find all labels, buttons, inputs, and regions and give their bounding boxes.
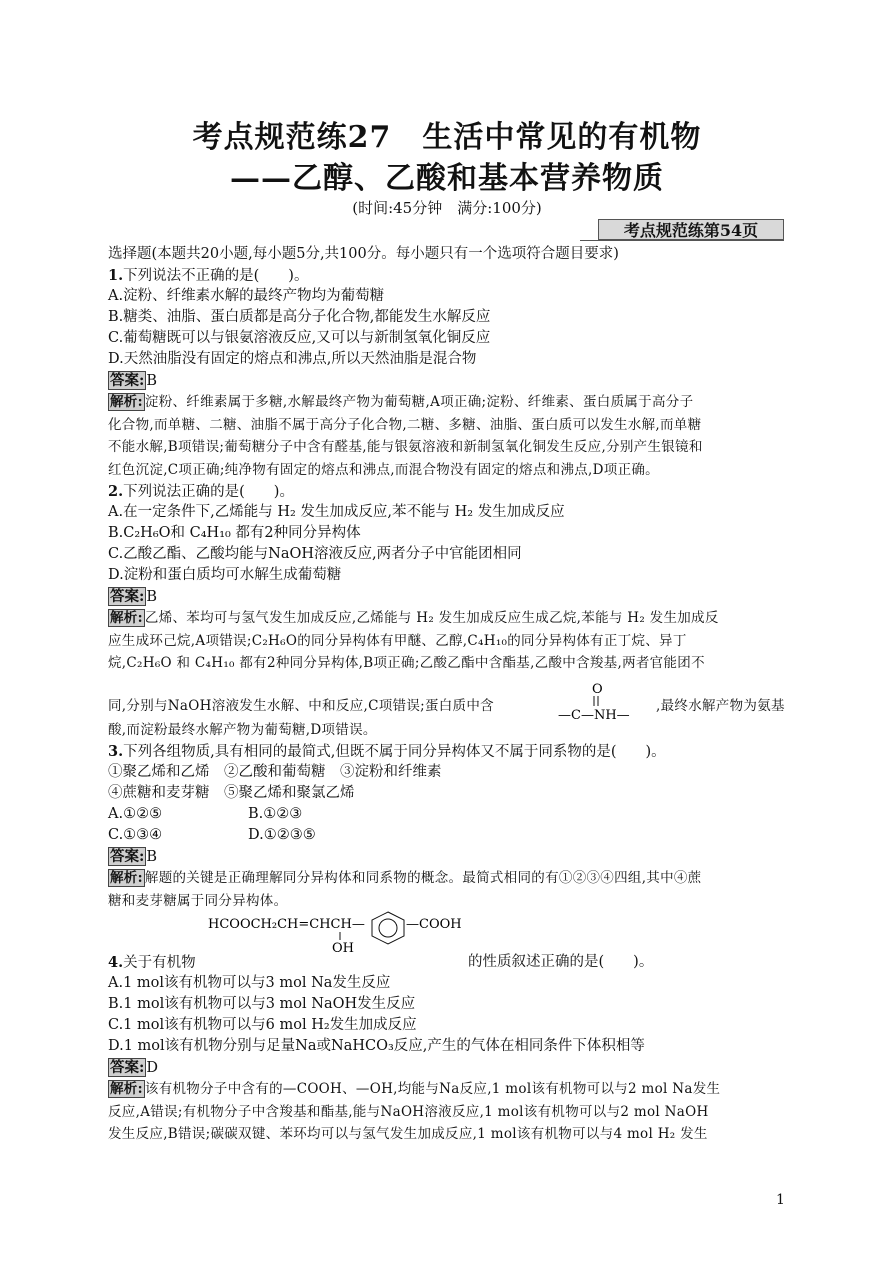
option-b: B.糖类、油脂、蛋白质都是高分子化合物,都能发生水解反应: [108, 309, 491, 325]
analysis-tag: 解析:: [110, 394, 143, 410]
text: D.1 mol该有机物分别与足量Na或: [108, 1038, 332, 1054]
formula-oh: OH: [332, 941, 354, 954]
analysis-text: 的同分异构体有甲醚、乙醇,: [297, 632, 468, 649]
question-2: [108, 481, 784, 741]
question-stem: 下列说法不正确的是( )。: [123, 268, 309, 284]
option-a: A.1 mol该有机物可以与3 mol Na发生反应: [108, 975, 391, 991]
item-list: ④蔗糖和麦芽糖 ⑤聚乙烯和聚氯乙烯: [108, 785, 355, 801]
option-b: B.①②③: [248, 806, 303, 822]
question-1: [108, 265, 784, 481]
option-a: A.①②⑤: [108, 806, 163, 822]
text: 和: [170, 525, 186, 541]
amide-structure-line: [108, 675, 784, 719]
question-stem: 下列说法正确的是( )。: [123, 484, 294, 500]
option-c: C.葡萄糖既可以与银氨溶液反应,又可以与新制氢氧化铜反应: [108, 330, 491, 346]
formula: H₂: [311, 1017, 330, 1033]
analysis-text: 的同分异构体有正丁烷、异丁: [507, 632, 687, 649]
answer-tag: 答案:: [110, 848, 145, 865]
option-b: B.1 mol该有机物可以与3 mol NaOH发生反应: [108, 996, 416, 1012]
page-title: 考点规范练27 生活中常见的有机物: [192, 120, 702, 155]
benzene-structure: [208, 910, 568, 954]
analysis-text: 和: [176, 655, 191, 671]
text: B.: [108, 525, 124, 541]
questions: [108, 244, 784, 1146]
question-number: 4.: [108, 954, 124, 971]
item-list: ①聚乙烯和乙烯 ②乙酸和葡萄糖 ③淀粉和纤维素: [108, 764, 442, 780]
analysis-text: 都有2种同分异构体,B项正确;乙酸乙酯中含酯基,乙酸中含羧基,两者官能团不: [239, 655, 705, 671]
analysis-text: 酸,而淀粉最终水解产物为葡萄糖,D项错误。: [108, 721, 377, 738]
formula: C₄H₁₀: [189, 525, 231, 541]
analysis-text: ,最终水解产物为氨基: [656, 697, 785, 714]
analysis-text: 红色沉淀,C项正确;纯净物有固定的熔点和沸点,而混合物没有固定的熔点和沸点,D项正确。: [108, 461, 659, 478]
analysis: [108, 867, 784, 912]
analysis-text: 解题的关键是正确理解同分异构体和同系物的概念。最简式相同的有①②③④四组,其中④蔗: [144, 870, 702, 886]
analysis-tag: 解析:: [110, 1081, 143, 1097]
analysis-text: 烷,: [108, 655, 127, 671]
analysis-text: 同,分别与NaOH溶液发生水解、中和反应,C项错误;蛋白质中含: [108, 697, 494, 714]
options-row: [108, 825, 784, 846]
analysis-text: 发生反应,B错误;碳碳双键、苯环均可以与氢气发生加成反应,1 mol该有机物可以与4 mol: [108, 1126, 658, 1142]
page-subtitle: ——乙醇、乙酸和基本营养物质: [230, 161, 664, 196]
section-intro: 选择题(本题共20小题,每小题5分,共100分。每小题只有一个选项符合题目要求): [108, 246, 619, 262]
option-d: D.淀粉和蛋白质均可水解生成葡萄糖: [108, 567, 342, 583]
text: 发生加成反应,苯不能与: [300, 504, 450, 520]
analysis-text: 淀粉、纤维素属于多糖,水解最终产物为葡萄糖,A项正确;淀粉、纤维素、蛋白质属于高分子: [144, 394, 694, 410]
question-number: 1.: [108, 267, 124, 284]
option-d: D.①②③⑤: [248, 827, 316, 843]
analysis-text: 发生: [680, 1126, 708, 1142]
answer-tag: 答案:: [110, 372, 145, 389]
formula: H₂: [277, 504, 296, 520]
options-row: [108, 804, 784, 825]
analysis: [108, 391, 784, 481]
formula: C₄H₁₀: [194, 655, 235, 671]
formula: C₂H₆O: [126, 655, 172, 671]
question-number: 3.: [108, 743, 124, 760]
question-stem: 下列各组物质,具有相同的最简式,但既不属于同分异构体又不属于同系物的是( )。: [123, 744, 666, 760]
amide-group-structure: [558, 681, 658, 721]
analysis-text: 化合物,而单糖、二糖、油脂不属于高分子化合物,二糖、多糖、油脂、蛋白质可以发生水解,而单糖: [108, 416, 702, 433]
analysis: [108, 1078, 784, 1146]
analysis-tag: 解析:: [110, 870, 143, 886]
text: 反应,产生的气体在相同条件下体积相等: [393, 1038, 645, 1054]
formula: H₂: [627, 610, 646, 626]
formula: NaHCO₃: [331, 1038, 394, 1054]
amide-chain: —C—NH—: [558, 707, 630, 721]
formula: H₂: [416, 610, 435, 626]
answer-value: B: [146, 849, 158, 865]
answer-value: B: [146, 589, 158, 605]
analysis-text: 发生加成反应生成乙烷,苯能与: [438, 610, 623, 626]
analysis-text: 发生加成反: [649, 610, 719, 626]
question-stem: 的性质叙述正确的是( )。: [468, 954, 654, 970]
molecule-structure: [108, 912, 784, 952]
option-a: [108, 502, 784, 523]
question-number: 2.: [108, 483, 124, 500]
answer-tag: 答案:: [110, 588, 145, 605]
option-d: [108, 1036, 784, 1057]
analysis-text: 反应,A错误;有机物分子中含羧基和酯基,能与NaOH溶液反应,1 mol该有机物可以与2 mol NaOH: [108, 1103, 709, 1120]
formula: H₂: [657, 1126, 676, 1142]
answer-value: B: [146, 373, 158, 389]
text: 都有2种同分异构体: [235, 525, 361, 541]
analysis-text: 不能水解,B项错误;葡萄糖分子中含有醛基,能与银氨溶液和新制氢氧化铜发生反应,分别产生银镜和: [108, 439, 703, 455]
formula: C₄H₁₀: [467, 632, 508, 649]
question-4: [108, 912, 784, 1146]
formula-right: —COOH: [406, 917, 462, 932]
analysis-text: 糖和麦芽糖属于同分异构体。: [108, 892, 288, 909]
answer-tag: 答案:: [110, 1059, 145, 1076]
formula-left: HCOOCH₂CH=CHCH—: [208, 917, 365, 932]
analysis-text: 乙烯、苯均可与氢气发生加成反应,乙烯能与: [144, 610, 412, 626]
text: 发生加成反应: [477, 504, 565, 520]
page-number: 1: [776, 1192, 785, 1208]
answer-value: D: [146, 1060, 158, 1076]
formula: H₂: [454, 504, 474, 520]
analysis-tag: 解析:: [110, 610, 143, 626]
formula: C₂H₆O: [251, 632, 298, 649]
option-c: C.①③④: [108, 827, 163, 843]
option-c: C.乙酸乙酯、乙酸均能与NaOH溶液反应,两者分子中官能团相同: [108, 546, 522, 562]
question-3: [108, 741, 784, 912]
analysis-text: 应生成环己烷,A项错误;: [108, 632, 252, 649]
analysis-text: 该有机物分子中含有的—COOH、—OH,均能与Na反应,1 mol该有机物可以与2 mol Na发生: [144, 1081, 721, 1097]
option-c: [108, 1015, 784, 1036]
formula: C₂H₆O: [123, 525, 171, 541]
exam-meta: (时间:45分钟 满分:100分): [352, 199, 542, 217]
analysis: [108, 607, 784, 741]
divider: [580, 240, 784, 241]
option-b: [108, 523, 784, 544]
question-stem: 关于有机物: [123, 955, 196, 971]
text: A.在一定条件下,乙烯能与: [108, 504, 273, 520]
amide-oxygen: O: [592, 681, 603, 697]
text: 发生加成反应: [329, 1017, 417, 1033]
option-d: D.天然油脂没有固定的熔点和沸点,所以天然油脂是混合物: [108, 351, 477, 367]
option-a: A.淀粉、纤维素水解的最终产物均为葡萄糖: [108, 288, 385, 304]
page-reference-box: 考点规范练第54页: [598, 219, 784, 240]
text: C.1 mol该有机物可以与6 mol: [108, 1017, 312, 1033]
